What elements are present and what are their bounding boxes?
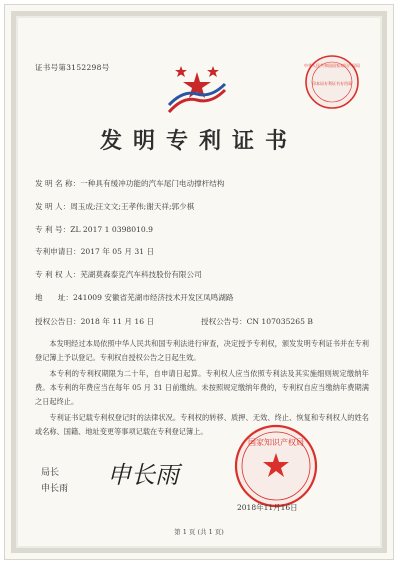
- signature-date: 2018年11月16日: [237, 503, 298, 512]
- seal-top-inner-text: 印本局专利证书专用章: [312, 81, 352, 86]
- filing-date-label: 专利申请日：: [35, 247, 81, 256]
- body-paragraph-1: 本发明经过本局依照中华人民共和国专利法进行审查，决定授予专利权，颁发发明专利证书并在专利登记簿上予以登记。专利权自授权公告之日起生效。: [35, 339, 369, 362]
- svg-text:申长雨: 申长雨: [107, 461, 179, 489]
- inventor-row: [35, 202, 194, 212]
- certificate-title: 发明专利证书: [99, 128, 298, 154]
- inventor-value: 周玉成;汪文文;王孝伟;谢天祥;郭少棋: [70, 202, 195, 211]
- seal-bottom-text: 国家知识产权局: [248, 438, 304, 447]
- body-paragraph-3: 专利证书记载专利权登记时的法律状况。专利权的转移、质押、无效、终止、恢复和专利权人的姓名或名称、国籍、地址变更等事项记载在专利登记簿上。: [35, 413, 369, 436]
- grant-number-row: [201, 317, 313, 327]
- patentee-row: [35, 270, 202, 280]
- invention-name-label: 发 明 名 称：: [35, 179, 81, 188]
- emblem-icon: [163, 60, 231, 118]
- grant-number-label: 授权公告号：: [201, 317, 247, 326]
- body-paragraph-2: 本专利的专利权期限为二十年，自申请日起算。专利权人应当依照专利法及其实施细则规定缴纳年费。本专利的年费应当在每年 05 月 31 日前缴纳。未按照规定缴纳年费的，专利权自应当缴纳年费期满之日起终止。: [35, 369, 369, 406]
- grant-date-value: 2018 年 11 月 16 日: [80, 317, 155, 326]
- patentee-value: 芜湖莫森泰克汽车科技股份有限公司: [80, 270, 202, 279]
- seal-top-text: 中华人民共和国国家知识产权局: [304, 63, 360, 68]
- grant-date-row: [35, 317, 154, 327]
- patent-number-value: ZL 2017 1 0398010.9: [70, 225, 153, 234]
- filing-date-value: 2017 年 05 月 31 日: [80, 247, 155, 256]
- grant-number-value: CN 107035265 B: [246, 317, 313, 326]
- official-seal-top: [303, 53, 361, 111]
- patent-number-row: [35, 225, 153, 235]
- certificate-page: [4, 4, 394, 560]
- grant-date-label: 授权公告日：: [35, 317, 81, 326]
- invention-name-row: [35, 179, 225, 189]
- director-name: 申长雨: [41, 484, 69, 494]
- address-row: [35, 293, 233, 303]
- page-indicator: 第 1 页 (共 1 页): [174, 528, 224, 536]
- director-title: 局长: [41, 468, 60, 478]
- inventor-label: 发 明 人：: [35, 202, 71, 211]
- official-seal-bottom: [233, 423, 319, 509]
- certificate-number: 证书号第3152298号: [35, 63, 110, 72]
- address-label: 地 址：: [35, 293, 73, 302]
- invention-name-value: 一种具有缓冲功能的汽车尾门电动撑杆结构: [80, 179, 225, 188]
- handwritten-signature: [105, 457, 179, 491]
- patent-number-label: 专 利 号：: [35, 225, 71, 234]
- filing-date-row: [35, 247, 154, 257]
- patentee-label: 专 利 权 人：: [35, 270, 81, 279]
- address-value: 241009 安徽省芜湖市经济技术开发区凤鸣湖路: [72, 293, 234, 302]
